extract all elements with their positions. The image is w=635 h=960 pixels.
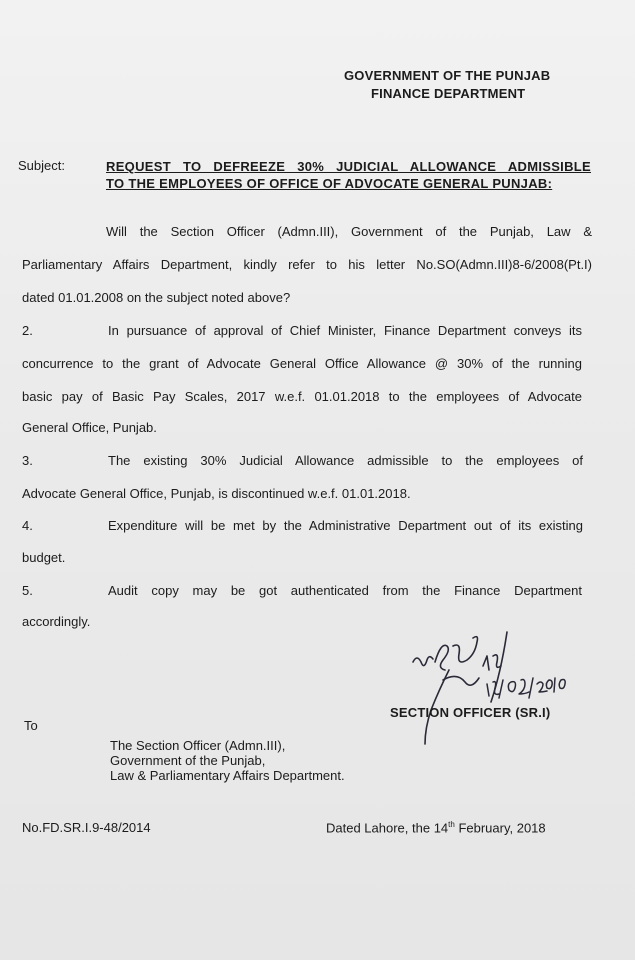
intro-line-2: Parliamentary Affairs Department, kindly refer to his letter No.SO(Admn.III)8-6/2008(Pt.I) xyxy=(22,257,592,272)
addressee-line-3: Law & Parliamentary Affairs Department. xyxy=(110,768,345,783)
addressee-line-1: The Section Officer (Admn.III), xyxy=(110,738,286,753)
subject-line-1: REQUEST TO DEFREEZE 30% JUDICIAL ALLOWANCE ADMISSIBLE xyxy=(106,159,591,174)
reference-number: No.FD.SR.I.9-48/2014 xyxy=(22,820,151,835)
paragraph-4-line-2: budget. xyxy=(22,550,66,565)
paragraph-3-line-1: The existing 30% Judicial Allowance admissible to the employees of xyxy=(108,453,583,468)
dated-superscript: th xyxy=(448,820,455,829)
subject-label: Subject: xyxy=(18,158,65,173)
paragraph-5-line-1: Audit copy may be got authenticated from the Finance Department xyxy=(108,583,582,598)
intro-line-3: dated 01.01.2008 on the subject noted above? xyxy=(22,290,291,305)
paragraph-2-line-3: basic pay of Basic Pay Scales, 2017 w.e.f. 01.01.2018 to the employees of Advocate xyxy=(22,389,582,404)
paragraph-2-line-2: concurrence to the grant of Advocate General Office Allowance @ 30% of the running xyxy=(22,356,582,371)
paragraph-2-line-4: General Office, Punjab. xyxy=(22,420,157,435)
paragraph-4-number: 4. xyxy=(22,518,33,533)
handwritten-signature xyxy=(395,622,585,752)
paragraph-5-line-2: accordingly. xyxy=(22,614,91,629)
dated-suffix: February, 2018 xyxy=(454,820,546,836)
paragraph-4-line-1: Expenditure will be met by the Administrative Department out of its existing xyxy=(108,518,583,533)
paragraph-2-line-1: In pursuance of approval of Chief Minister, Finance Department conveys its xyxy=(108,323,582,338)
paragraph-5-number: 5. xyxy=(22,583,33,598)
paragraph-3-line-2: Advocate General Office, Punjab, is discontinued w.e.f. 01.01.2018. xyxy=(22,486,411,501)
to-label: To xyxy=(24,718,38,733)
paragraph-2-number: 2. xyxy=(22,323,33,338)
paragraph-3-number: 3. xyxy=(22,453,33,468)
signatory-title: SECTION OFFICER (SR.I) xyxy=(390,705,551,720)
header-government: GOVERNMENT OF THE PUNJAB xyxy=(344,68,551,83)
dated-prefix: Dated Lahore, the 14 xyxy=(326,820,449,836)
dated-line xyxy=(326,820,546,835)
intro-line-1: Will the Section Officer (Admn.III), Government of the Punjab, Law & xyxy=(106,224,592,239)
header-department: FINANCE DEPARTMENT xyxy=(371,86,526,101)
subject-line-2: TO THE EMPLOYEES OF OFFICE OF ADVOCATE GENERAL PUNJAB: xyxy=(106,176,553,191)
addressee-line-2: Government of the Punjab, xyxy=(110,753,266,768)
